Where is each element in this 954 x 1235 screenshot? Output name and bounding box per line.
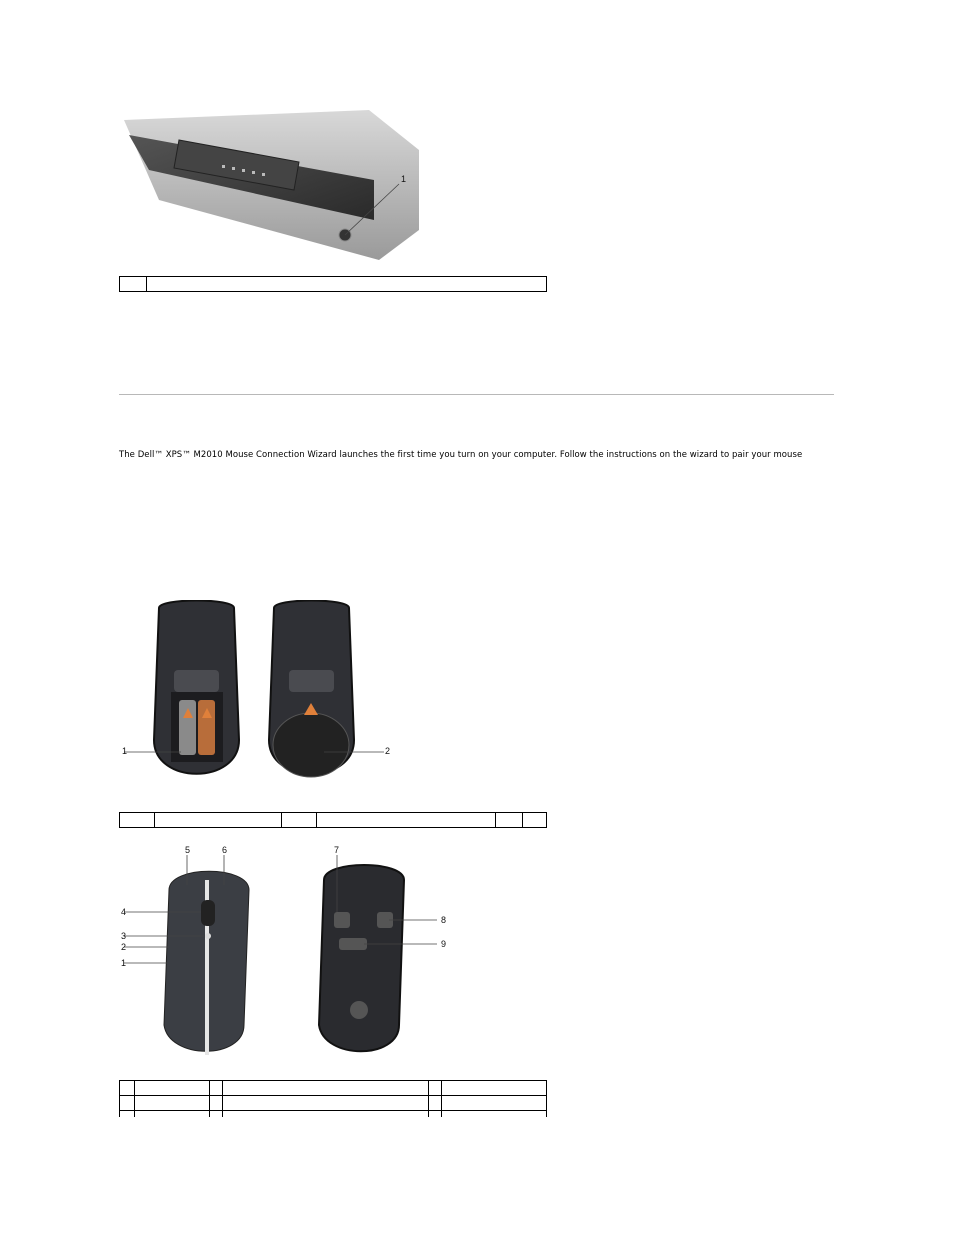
legend-cell [223, 1111, 429, 1118]
figure3-callout-2: 2 [121, 942, 127, 952]
legend-cell [496, 813, 523, 828]
legend-cell [210, 1081, 223, 1096]
figure3-callout-6: 6 [222, 845, 228, 855]
figure2-callout-1: 1 [122, 746, 128, 756]
legend-cell [442, 1096, 547, 1111]
legend-cell [317, 813, 496, 828]
figure3-callout-1: 1 [121, 958, 127, 968]
legend-cell [282, 813, 317, 828]
legend-cell [120, 1096, 135, 1111]
legend-cell [120, 1111, 135, 1118]
connection-wizard-intro: The Dell™ XPS™ M2010 Mouse Connection Wizard launches the first time you turn on your computer. Follow the instructions on the wizard to pair your mouse [119, 450, 803, 460]
legend-cell [223, 1096, 429, 1111]
legend-cell [147, 277, 547, 292]
figure3-legend-table [119, 1080, 547, 1117]
legend-cell [120, 813, 155, 828]
legend-cell [442, 1111, 547, 1118]
figure1-legend-table [119, 276, 547, 292]
legend-cell [120, 1081, 135, 1096]
legend-cell [523, 813, 547, 828]
legend-cell [442, 1081, 547, 1096]
legend-cell [210, 1111, 223, 1118]
mouse-features-figure [119, 850, 459, 1060]
figure3-callout-8: 8 [441, 915, 447, 925]
section-divider [119, 394, 834, 395]
legend-cell [120, 277, 147, 292]
laptop-receiver-figure [119, 110, 419, 270]
figure3-callout-9: 9 [441, 939, 447, 949]
figure3-callout-5: 5 [185, 845, 191, 855]
figure3-callout-3: 3 [121, 931, 127, 941]
figure3-callout-4: 4 [121, 907, 127, 917]
legend-cell [155, 813, 282, 828]
mouse-battery-figure [119, 600, 399, 780]
legend-cell [223, 1081, 429, 1096]
figure2-legend-table [119, 812, 547, 828]
legend-cell [135, 1081, 210, 1096]
legend-cell [429, 1081, 442, 1096]
figure3-callout-7: 7 [334, 845, 340, 855]
legend-cell [210, 1096, 223, 1111]
figure2-callout-2: 2 [385, 746, 391, 756]
legend-cell [429, 1111, 442, 1118]
legend-cell [135, 1096, 210, 1111]
legend-cell [429, 1096, 442, 1111]
figure1-callout-1: 1 [401, 174, 407, 184]
legend-cell [135, 1111, 210, 1118]
